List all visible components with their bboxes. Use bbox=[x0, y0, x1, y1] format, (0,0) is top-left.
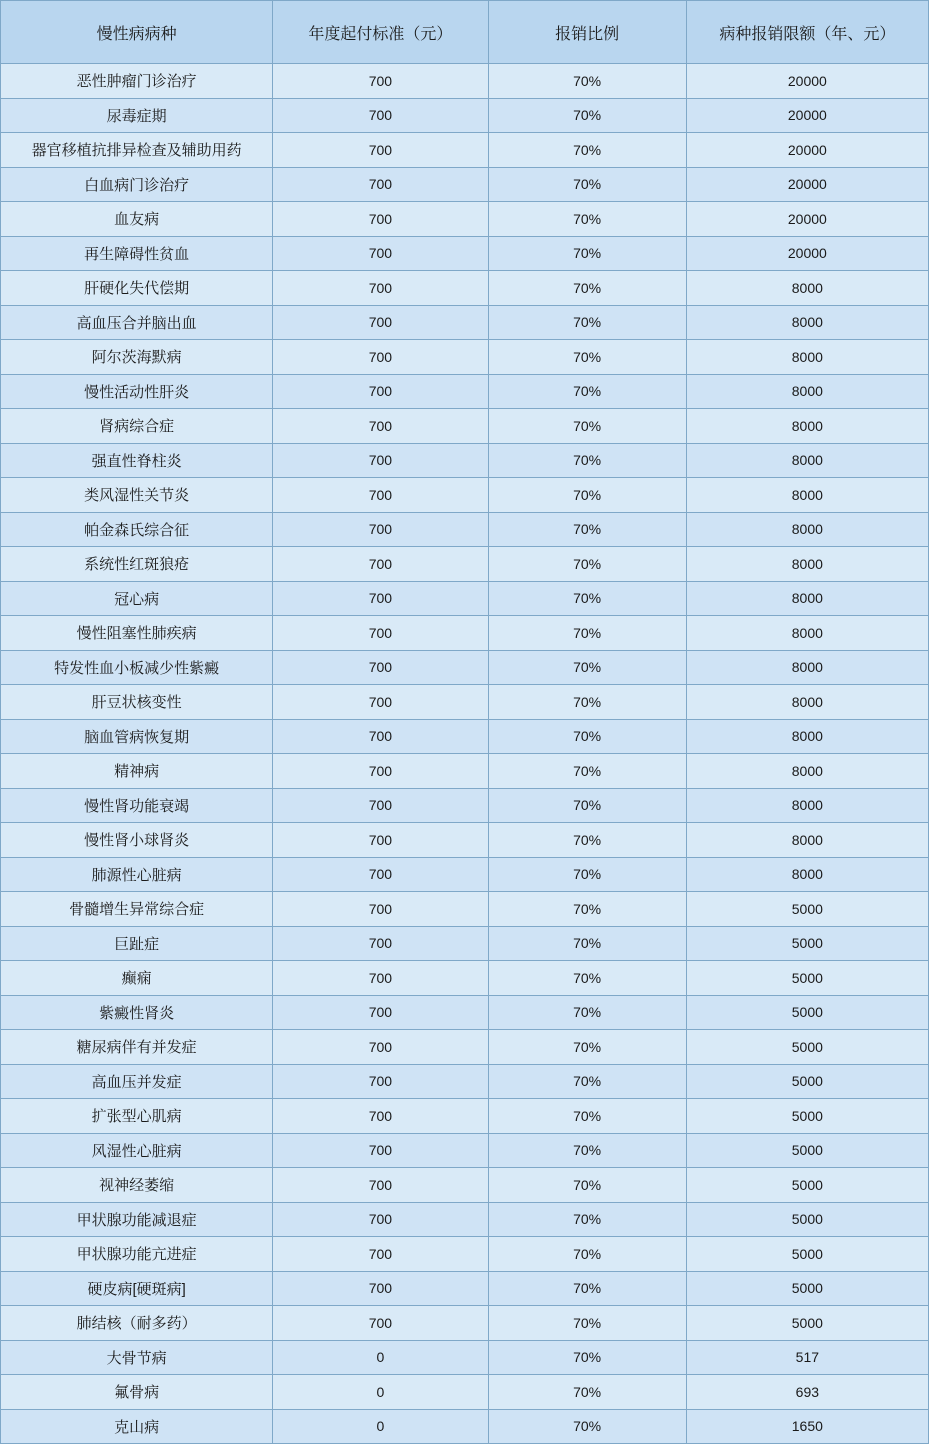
cell-deductible: 700 bbox=[273, 1237, 488, 1272]
cell-limit: 8000 bbox=[686, 616, 928, 651]
cell-ratio: 70% bbox=[488, 547, 686, 582]
cell-limit: 8000 bbox=[686, 650, 928, 685]
cell-deductible: 700 bbox=[273, 547, 488, 582]
cell-ratio: 70% bbox=[488, 926, 686, 961]
cell-disease-name: 慢性肾功能衰竭 bbox=[1, 788, 273, 823]
table-row bbox=[1, 685, 929, 720]
table-row bbox=[1, 1375, 929, 1410]
table-row bbox=[1, 1202, 929, 1237]
cell-disease-name: 高血压合并脑出血 bbox=[1, 305, 273, 340]
cell-disease-name: 阿尔茨海默病 bbox=[1, 340, 273, 375]
cell-deductible: 700 bbox=[273, 443, 488, 478]
cell-limit: 8000 bbox=[686, 547, 928, 582]
cell-disease-name: 冠心病 bbox=[1, 581, 273, 616]
cell-deductible: 700 bbox=[273, 1099, 488, 1134]
table-row bbox=[1, 512, 929, 547]
cell-ratio: 70% bbox=[488, 1340, 686, 1375]
cell-limit: 5000 bbox=[686, 1237, 928, 1272]
cell-disease-name: 肾病综合症 bbox=[1, 409, 273, 444]
cell-limit: 20000 bbox=[686, 202, 928, 237]
cell-disease-name: 帕金森氏综合征 bbox=[1, 512, 273, 547]
table-row bbox=[1, 1409, 929, 1444]
table-row bbox=[1, 857, 929, 892]
cell-deductible: 700 bbox=[273, 1306, 488, 1341]
table-row bbox=[1, 1133, 929, 1168]
cell-limit: 20000 bbox=[686, 236, 928, 271]
cell-disease-name: 类风湿性关节炎 bbox=[1, 478, 273, 513]
cell-limit: 8000 bbox=[686, 478, 928, 513]
cell-deductible: 0 bbox=[273, 1340, 488, 1375]
table-header-row bbox=[1, 1, 929, 64]
cell-disease-name: 氟骨病 bbox=[1, 1375, 273, 1410]
cell-disease-name: 白血病门诊治疗 bbox=[1, 167, 273, 202]
cell-disease-name: 甲状腺功能减退症 bbox=[1, 1202, 273, 1237]
cell-ratio: 70% bbox=[488, 1409, 686, 1444]
cell-deductible: 700 bbox=[273, 719, 488, 754]
cell-limit: 8000 bbox=[686, 823, 928, 858]
cell-deductible: 700 bbox=[273, 1064, 488, 1099]
cell-ratio: 70% bbox=[488, 236, 686, 271]
cell-disease-name: 紫癜性肾炎 bbox=[1, 995, 273, 1030]
cell-ratio: 70% bbox=[488, 512, 686, 547]
table-row bbox=[1, 719, 929, 754]
cell-deductible: 700 bbox=[273, 581, 488, 616]
cell-limit: 8000 bbox=[686, 685, 928, 720]
table-row bbox=[1, 133, 929, 168]
cell-ratio: 70% bbox=[488, 271, 686, 306]
column-header-limit: 病种报销限额（年、元） bbox=[686, 1, 928, 64]
cell-limit: 20000 bbox=[686, 64, 928, 99]
cell-ratio: 70% bbox=[488, 98, 686, 133]
cell-deductible: 700 bbox=[273, 340, 488, 375]
cell-ratio: 70% bbox=[488, 1271, 686, 1306]
cell-limit: 8000 bbox=[686, 409, 928, 444]
table-row bbox=[1, 64, 929, 99]
cell-ratio: 70% bbox=[488, 305, 686, 340]
table-row bbox=[1, 892, 929, 927]
cell-deductible: 700 bbox=[273, 995, 488, 1030]
table-row bbox=[1, 1064, 929, 1099]
cell-deductible: 700 bbox=[273, 305, 488, 340]
table-row bbox=[1, 1030, 929, 1065]
table-row bbox=[1, 547, 929, 582]
cell-disease-name: 骨髓增生异常综合症 bbox=[1, 892, 273, 927]
cell-ratio: 70% bbox=[488, 64, 686, 99]
table-row bbox=[1, 443, 929, 478]
cell-ratio: 70% bbox=[488, 754, 686, 789]
cell-disease-name: 慢性肾小球肾炎 bbox=[1, 823, 273, 858]
cell-limit: 5000 bbox=[686, 1202, 928, 1237]
cell-deductible: 700 bbox=[273, 98, 488, 133]
table-row bbox=[1, 1237, 929, 1272]
table-header bbox=[1, 1, 929, 64]
cell-disease-name: 肝豆状核变性 bbox=[1, 685, 273, 720]
cell-disease-name: 血友病 bbox=[1, 202, 273, 237]
cell-ratio: 70% bbox=[488, 1168, 686, 1203]
cell-deductible: 700 bbox=[273, 409, 488, 444]
cell-disease-name: 大骨节病 bbox=[1, 1340, 273, 1375]
cell-deductible: 700 bbox=[273, 1030, 488, 1065]
table-row bbox=[1, 926, 929, 961]
table-row bbox=[1, 374, 929, 409]
table-row bbox=[1, 202, 929, 237]
cell-ratio: 70% bbox=[488, 1306, 686, 1341]
cell-limit: 5000 bbox=[686, 1271, 928, 1306]
cell-deductible: 700 bbox=[273, 823, 488, 858]
cell-deductible: 700 bbox=[273, 1133, 488, 1168]
table-row bbox=[1, 305, 929, 340]
cell-limit: 8000 bbox=[686, 374, 928, 409]
cell-disease-name: 肝硬化失代偿期 bbox=[1, 271, 273, 306]
cell-ratio: 70% bbox=[488, 443, 686, 478]
cell-ratio: 70% bbox=[488, 961, 686, 996]
cell-deductible: 700 bbox=[273, 64, 488, 99]
cell-limit: 8000 bbox=[686, 271, 928, 306]
table-row bbox=[1, 754, 929, 789]
cell-disease-name: 肺源性心脏病 bbox=[1, 857, 273, 892]
cell-limit: 8000 bbox=[686, 305, 928, 340]
cell-disease-name: 系统性红斑狼疮 bbox=[1, 547, 273, 582]
cell-ratio: 70% bbox=[488, 202, 686, 237]
cell-limit: 8000 bbox=[686, 340, 928, 375]
table-row bbox=[1, 340, 929, 375]
cell-limit: 8000 bbox=[686, 443, 928, 478]
cell-ratio: 70% bbox=[488, 1064, 686, 1099]
cell-disease-name: 强直性脊柱炎 bbox=[1, 443, 273, 478]
cell-limit: 8000 bbox=[686, 788, 928, 823]
cell-disease-name: 特发性血小板减少性紫癜 bbox=[1, 650, 273, 685]
cell-disease-name: 恶性肿瘤门诊治疗 bbox=[1, 64, 273, 99]
cell-deductible: 700 bbox=[273, 133, 488, 168]
cell-deductible: 700 bbox=[273, 167, 488, 202]
cell-disease-name: 糖尿病伴有并发症 bbox=[1, 1030, 273, 1065]
cell-deductible: 700 bbox=[273, 788, 488, 823]
cell-ratio: 70% bbox=[488, 1133, 686, 1168]
cell-limit: 5000 bbox=[686, 892, 928, 927]
cell-ratio: 70% bbox=[488, 1202, 686, 1237]
table-row bbox=[1, 98, 929, 133]
column-header-disease: 慢性病病种 bbox=[1, 1, 273, 64]
cell-disease-name: 扩张型心肌病 bbox=[1, 1099, 273, 1134]
table-row bbox=[1, 1099, 929, 1134]
cell-limit: 5000 bbox=[686, 1168, 928, 1203]
cell-ratio: 70% bbox=[488, 1099, 686, 1134]
cell-limit: 8000 bbox=[686, 857, 928, 892]
cell-ratio: 70% bbox=[488, 478, 686, 513]
cell-disease-name: 再生障碍性贫血 bbox=[1, 236, 273, 271]
table-row bbox=[1, 271, 929, 306]
table-row bbox=[1, 1306, 929, 1341]
cell-limit: 20000 bbox=[686, 133, 928, 168]
cell-deductible: 700 bbox=[273, 512, 488, 547]
cell-deductible: 700 bbox=[273, 892, 488, 927]
cell-disease-name: 高血压并发症 bbox=[1, 1064, 273, 1099]
cell-ratio: 70% bbox=[488, 409, 686, 444]
cell-limit: 5000 bbox=[686, 961, 928, 996]
cell-ratio: 70% bbox=[488, 133, 686, 168]
cell-limit: 517 bbox=[686, 1340, 928, 1375]
table-row bbox=[1, 1340, 929, 1375]
cell-limit: 20000 bbox=[686, 98, 928, 133]
cell-limit: 5000 bbox=[686, 1133, 928, 1168]
cell-ratio: 70% bbox=[488, 719, 686, 754]
cell-disease-name: 慢性阻塞性肺疾病 bbox=[1, 616, 273, 651]
table-row bbox=[1, 1271, 929, 1306]
cell-disease-name: 精神病 bbox=[1, 754, 273, 789]
cell-ratio: 70% bbox=[488, 581, 686, 616]
table-row bbox=[1, 995, 929, 1030]
cell-disease-name: 硬皮病[硬斑病] bbox=[1, 1271, 273, 1306]
cell-ratio: 70% bbox=[488, 892, 686, 927]
cell-limit: 1650 bbox=[686, 1409, 928, 1444]
table-row bbox=[1, 823, 929, 858]
cell-disease-name: 器官移植抗排异检查及辅助用药 bbox=[1, 133, 273, 168]
table-row bbox=[1, 236, 929, 271]
cell-disease-name: 视神经萎缩 bbox=[1, 1168, 273, 1203]
cell-limit: 5000 bbox=[686, 1030, 928, 1065]
cell-disease-name: 甲状腺功能亢进症 bbox=[1, 1237, 273, 1272]
cell-disease-name: 巨趾症 bbox=[1, 926, 273, 961]
cell-deductible: 700 bbox=[273, 616, 488, 651]
column-header-deductible: 年度起付标准（元） bbox=[273, 1, 488, 64]
cell-ratio: 70% bbox=[488, 1375, 686, 1410]
cell-deductible: 700 bbox=[273, 1202, 488, 1237]
cell-deductible: 700 bbox=[273, 857, 488, 892]
cell-ratio: 70% bbox=[488, 788, 686, 823]
cell-deductible: 700 bbox=[273, 926, 488, 961]
cell-deductible: 0 bbox=[273, 1409, 488, 1444]
cell-ratio: 70% bbox=[488, 857, 686, 892]
cell-deductible: 700 bbox=[273, 961, 488, 996]
cell-deductible: 700 bbox=[273, 650, 488, 685]
cell-deductible: 700 bbox=[273, 374, 488, 409]
cell-limit: 8000 bbox=[686, 512, 928, 547]
cell-ratio: 70% bbox=[488, 650, 686, 685]
cell-limit: 5000 bbox=[686, 1064, 928, 1099]
cell-deductible: 700 bbox=[273, 271, 488, 306]
table-row bbox=[1, 409, 929, 444]
table-row bbox=[1, 961, 929, 996]
cell-deductible: 700 bbox=[273, 478, 488, 513]
table-row bbox=[1, 1168, 929, 1203]
cell-limit: 5000 bbox=[686, 995, 928, 1030]
table-row bbox=[1, 167, 929, 202]
cell-disease-name: 风湿性心脏病 bbox=[1, 1133, 273, 1168]
cell-deductible: 700 bbox=[273, 685, 488, 720]
cell-ratio: 70% bbox=[488, 616, 686, 651]
cell-ratio: 70% bbox=[488, 374, 686, 409]
cell-ratio: 70% bbox=[488, 823, 686, 858]
table-row bbox=[1, 478, 929, 513]
cell-disease-name: 肺结核（耐多药） bbox=[1, 1306, 273, 1341]
cell-limit: 5000 bbox=[686, 926, 928, 961]
cell-limit: 8000 bbox=[686, 581, 928, 616]
cell-ratio: 70% bbox=[488, 685, 686, 720]
cell-deductible: 700 bbox=[273, 1271, 488, 1306]
table-row bbox=[1, 581, 929, 616]
cell-deductible: 700 bbox=[273, 754, 488, 789]
cell-limit: 5000 bbox=[686, 1099, 928, 1134]
cell-ratio: 70% bbox=[488, 1030, 686, 1065]
cell-deductible: 0 bbox=[273, 1375, 488, 1410]
cell-disease-name: 尿毒症期 bbox=[1, 98, 273, 133]
table-row bbox=[1, 616, 929, 651]
column-header-ratio: 报销比例 bbox=[488, 1, 686, 64]
cell-disease-name: 癫痫 bbox=[1, 961, 273, 996]
table-body bbox=[1, 64, 929, 1444]
cell-deductible: 700 bbox=[273, 236, 488, 271]
cell-ratio: 70% bbox=[488, 340, 686, 375]
cell-deductible: 700 bbox=[273, 1168, 488, 1203]
cell-ratio: 70% bbox=[488, 1237, 686, 1272]
cell-disease-name: 克山病 bbox=[1, 1409, 273, 1444]
cell-ratio: 70% bbox=[488, 995, 686, 1030]
table-row bbox=[1, 650, 929, 685]
cell-disease-name: 脑血管病恢复期 bbox=[1, 719, 273, 754]
table-row bbox=[1, 788, 929, 823]
cell-deductible: 700 bbox=[273, 202, 488, 237]
cell-ratio: 70% bbox=[488, 167, 686, 202]
cell-limit: 693 bbox=[686, 1375, 928, 1410]
cell-disease-name: 慢性活动性肝炎 bbox=[1, 374, 273, 409]
cell-limit: 5000 bbox=[686, 1306, 928, 1341]
cell-limit: 20000 bbox=[686, 167, 928, 202]
cell-limit: 8000 bbox=[686, 719, 928, 754]
cell-limit: 8000 bbox=[686, 754, 928, 789]
